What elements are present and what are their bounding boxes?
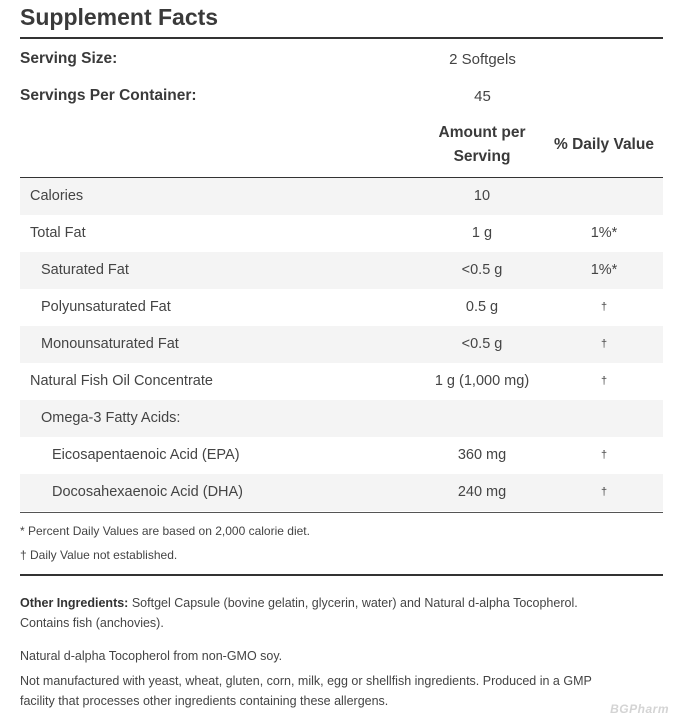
servings-per-container-label: Servings Per Container: (20, 87, 197, 104)
nutrient-row (20, 215, 663, 252)
nutrient-amount: <0.5 g (461, 336, 503, 352)
top-divider (20, 37, 663, 39)
nutrient-row (20, 252, 663, 289)
nutrient-name: Total Fat (30, 225, 86, 241)
footnote-divider (20, 574, 663, 576)
nutrient-name: Polyunsaturated Fat (41, 299, 171, 315)
nutrient-row (20, 326, 663, 363)
nutrient-daily-value: † (600, 375, 608, 387)
nutrient-amount: 1 g (471, 225, 493, 241)
serving-size-value: 2 Softgels (449, 51, 516, 68)
page-title: Supplement Facts (20, 4, 219, 30)
servings-per-container-value: 45 (474, 88, 491, 105)
nutrient-name: Docosahexaenoic Acid (DHA) (52, 484, 244, 500)
nutrient-row (20, 363, 663, 400)
nutrient-amount: 10 (473, 188, 491, 204)
nutrient-daily-value: † (600, 338, 608, 350)
footnote-percent-dv: * Percent Daily Values are based on 2,000 calorie diet. (20, 524, 310, 538)
nutrient-row (20, 437, 663, 474)
amount-header-line1: Amount per (438, 124, 526, 141)
nutrient-daily-value: 1%* (590, 225, 618, 241)
nutrient-row (20, 178, 663, 215)
tocopherol-note: Natural d-alpha Tocopherol from non-GMO soy. (20, 649, 283, 663)
nutrient-name: Calories (30, 188, 84, 204)
watermark: BGPharm (610, 702, 669, 716)
nutrient-name: Eicosapentaenoic Acid (EPA) (52, 447, 240, 463)
nutrient-row (20, 474, 663, 511)
nutrient-amount: 0.5 g (465, 299, 499, 315)
nutrient-amount: 360 mg (457, 447, 507, 463)
amount-per-serving-header (422, 121, 542, 169)
other-ingredients-label: Other Ingredients: (20, 596, 129, 610)
daily-value-header: % Daily Value (554, 136, 654, 153)
nutrient-name: Monounsaturated Fat (41, 336, 179, 352)
nutrient-daily-value: † (600, 486, 608, 498)
table-bottom-divider (20, 512, 663, 513)
serving-size-label: Serving Size: (20, 50, 118, 67)
nutrient-name: Natural Fish Oil Concentrate (30, 373, 213, 389)
other-ingredients (20, 593, 620, 633)
amount-header-line2: Serving (453, 148, 511, 165)
other-ingredients-text: Softgel Capsule (bovine gelatin, glycerin, water) and Natural d-alpha Tocopherol. Contains fish (anchovies). (20, 596, 578, 630)
nutrient-daily-value: 1%* (590, 262, 618, 278)
nutrient-daily-value: † (600, 301, 608, 313)
allergen-note: Not manufactured with yeast, wheat, gluten, corn, milk, egg or shellfish ingredients. Produced in a GMP facility that processes other ingredients containing these allergens. (20, 674, 592, 708)
nutrient-name: Saturated Fat (41, 262, 129, 278)
nutrient-row (20, 289, 663, 326)
nutrient-row (20, 400, 663, 437)
nutrient-amount: 240 mg (457, 484, 507, 500)
nutrient-amount: <0.5 g (461, 262, 503, 278)
nutrient-amount: 1 g (1,000 mg) (434, 373, 530, 389)
footnote-not-established: † Daily Value not established. (20, 548, 178, 562)
nutrient-name: Omega-3 Fatty Acids: (41, 410, 181, 426)
nutrient-daily-value: † (600, 449, 608, 461)
